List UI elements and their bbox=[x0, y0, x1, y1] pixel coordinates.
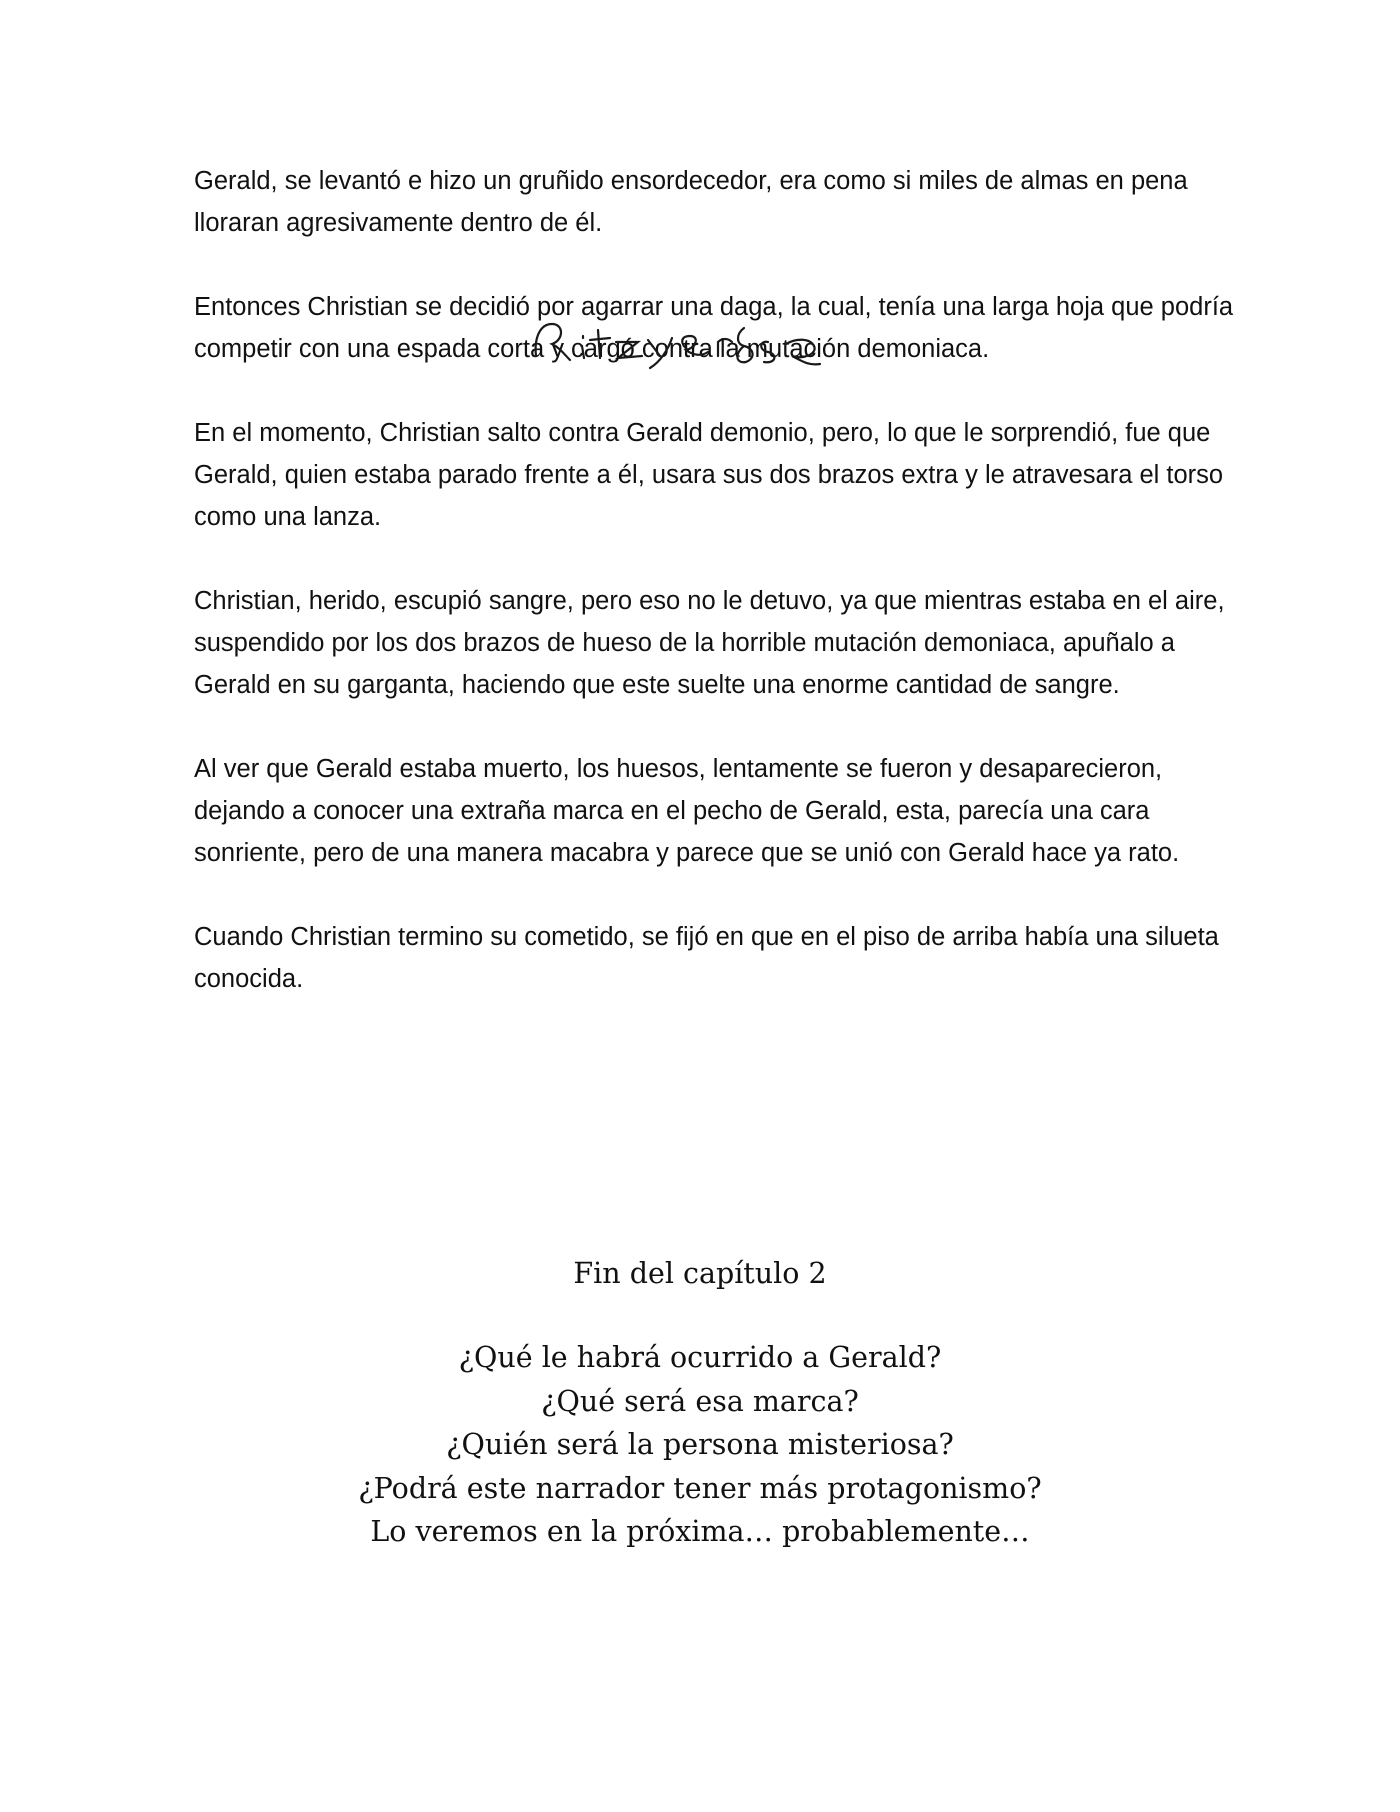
paragraph-2-text: Entonces Christian se decidió por agarrar una daga, la cual, tenía una larga hoja que podría competir con una espada corta y cargó contra la mutación demoniaca. bbox=[194, 293, 1234, 363]
paragraph-1: Gerald, se levantó e hizo un gruñido ensordecedor, era como si miles de almas en pena lloraran agresivamente dentro de él. bbox=[194, 167, 1188, 237]
paragraph-4: Christian, herido, escupió sangre, pero eso no le detuvo, ya que mientras estaba en el aire, suspendido por los dos brazos de hueso de la horrible mutación demoniaca, apuñalo a Gerald en su garganta, haciendo que este suelte una enorme cantidad de sangre. bbox=[194, 587, 1225, 699]
story-body bbox=[194, 160, 1234, 1042]
closing-question: ¿Qué será esa marca? bbox=[541, 1384, 859, 1418]
paragraph-2 bbox=[194, 286, 1234, 370]
closing-question: ¿Quién será la persona misteriosa? bbox=[446, 1428, 954, 1461]
chapter-end-questions bbox=[0, 1336, 1400, 1554]
paragraph-5: Al ver que Gerald estaba muerto, los huesos, lentamente se fueron y desaparecieron, dejando a conocer una extraña marca en el pecho de Gerald, esta, parecía una cara sonriente, pero de una manera macabra y parece que se unió con Gerald hace ya rato. bbox=[194, 755, 1180, 867]
paragraph-6: Cuando Christian termino su cometido, se fijó en que en el piso de arriba había una silueta conocida. bbox=[194, 923, 1219, 993]
closing-question: Lo veremos en la próxima… probablemente… bbox=[370, 1515, 1030, 1548]
paragraph-3: En el momento, Christian salto contra Gerald demonio, pero, lo que le sorprendió, fue que Gerald, quien estaba parado frente a él, usara sus dos brazos extra y le atravesara el torso como una lanza. bbox=[194, 419, 1224, 531]
chapter-end-title: Fin del capítulo 2 bbox=[573, 1257, 827, 1290]
closing-question: ¿Podrá este narrador tener más protagonismo? bbox=[358, 1471, 1042, 1505]
closing-question: ¿Qué le habrá ocurrido a Gerald? bbox=[458, 1341, 942, 1374]
